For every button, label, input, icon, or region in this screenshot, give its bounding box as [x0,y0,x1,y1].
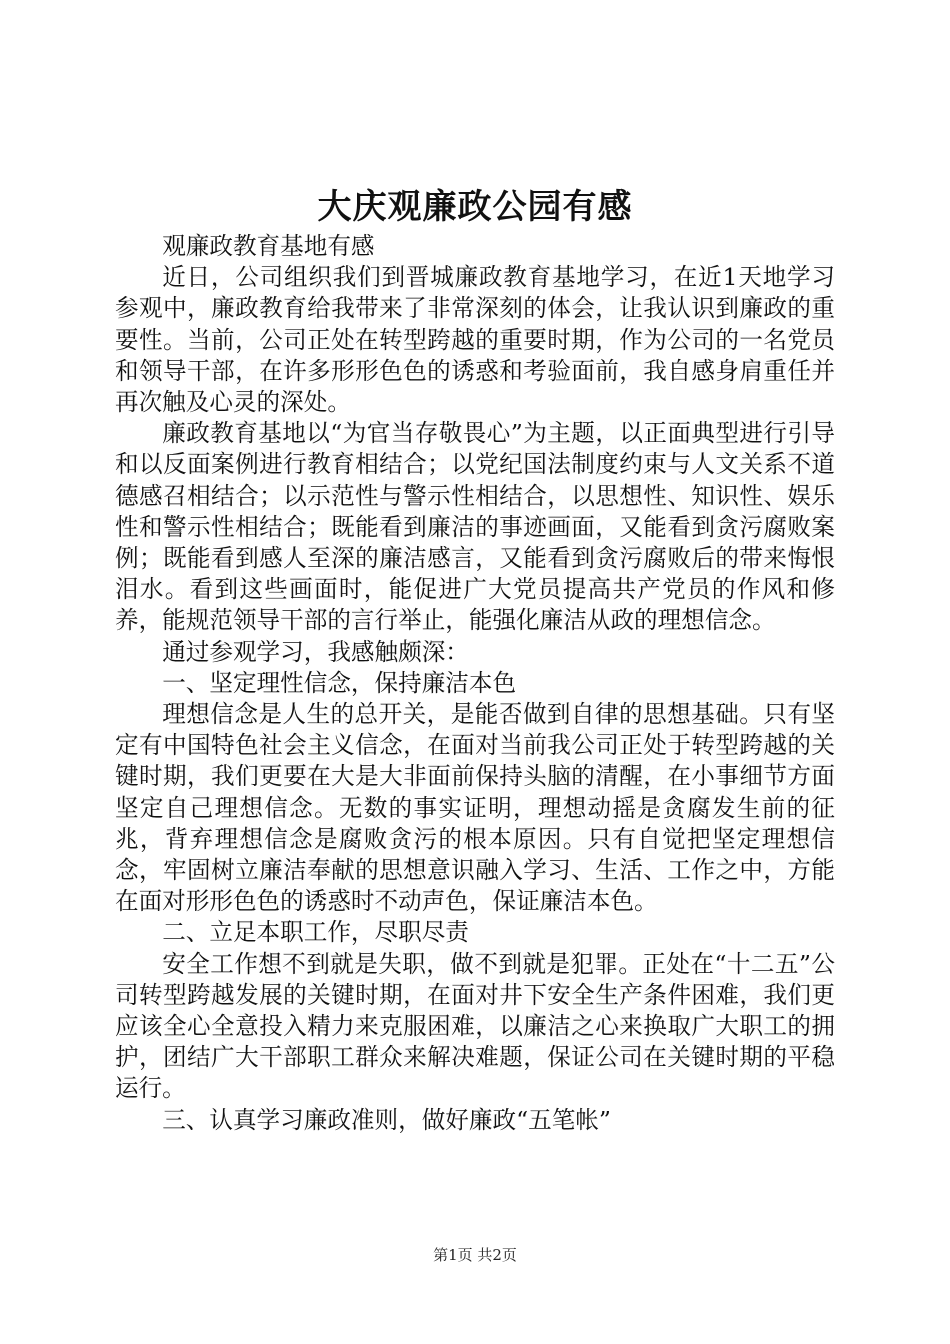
paragraph: 通过参观学习，我感触颇深： [162,637,469,666]
paragraph-subtitle: 观廉政教育基地有感 [162,232,375,260]
section-heading: 二、立足本职工作，尽职尽责 [162,918,469,947]
section-heading: 三、认真学习廉政准则，做好廉政“五笔帐” [162,1105,611,1134]
document-title: 大庆观廉政公园有感 [317,187,633,227]
paragraph: 理想信念是人生的总开关，是能否做到自律的思想基础。只有坚定有中国特色社会主义信念，在面对当前我公司正处于转型跨越的关键时期，我们更要在大是大非面前保持头脑的清醒，在小事细节方面坚定自己理想信念。无数的事实证明，理想动摇是贪腐发生前的征兆，背弃理想信念是腐败贪污的根本原因。只有自觉把坚定理想信念，牢固树立廉洁奉献的思想意识融入学习、生活、工作之中，方能在面对形形色色的诱惑时不动声色，保证廉洁本色。 [115,700,835,916]
paragraph: 近日，公司组织我们到晋城廉政教育基地学习，在近1天地学习参观中，廉政教育给我带来了非常深刻的体会，让我认识到廉政的重要性。当前，公司正处在转型跨越的重要时期，作为公司的一名党员和领导干部，在许多形形色色的诱惑和考验面前，我自感身肩重任并再次触及心灵的深处。 [115,263,835,417]
paragraph: 安全工作想不到就是失职，做不到就是犯罪。正处在“十二五”公司转型跨越发展的关键时期，在面对井下安全生产条件困难，我们更应该全心全意投入精力来克服困难，以廉洁之心来换取广大职工的拥护，团结广大干部职工群众来解决难题，保证公司在关键时期的平稳运行。 [115,949,835,1103]
page-number: 第1页 共2页 [433,1246,517,1264]
paragraph: 廉政教育基地以“为官当存敬畏心”为主题，以正面典型进行引导和以反面案例进行教育相结合；以党纪国法制度约束与人文关系不道德感召相结合；以示范性与警示性相结合，以思想性、知识性、娱乐性和警示性相结合；既能看到廉洁的事迹画面，又能看到贪污腐败案例；既能看到感人至深的廉洁感言，又能看到贪污腐败后的带来悔恨泪水。看到这些画面时，能促进广大党员提高共产党员的作风和修养，能规范领导干部的言行举止，能强化廉洁从政的理想信念。 [115,419,835,635]
document-body [115,231,835,1136]
section-heading: 一、坚定理性信念，保持廉洁本色 [162,668,517,697]
